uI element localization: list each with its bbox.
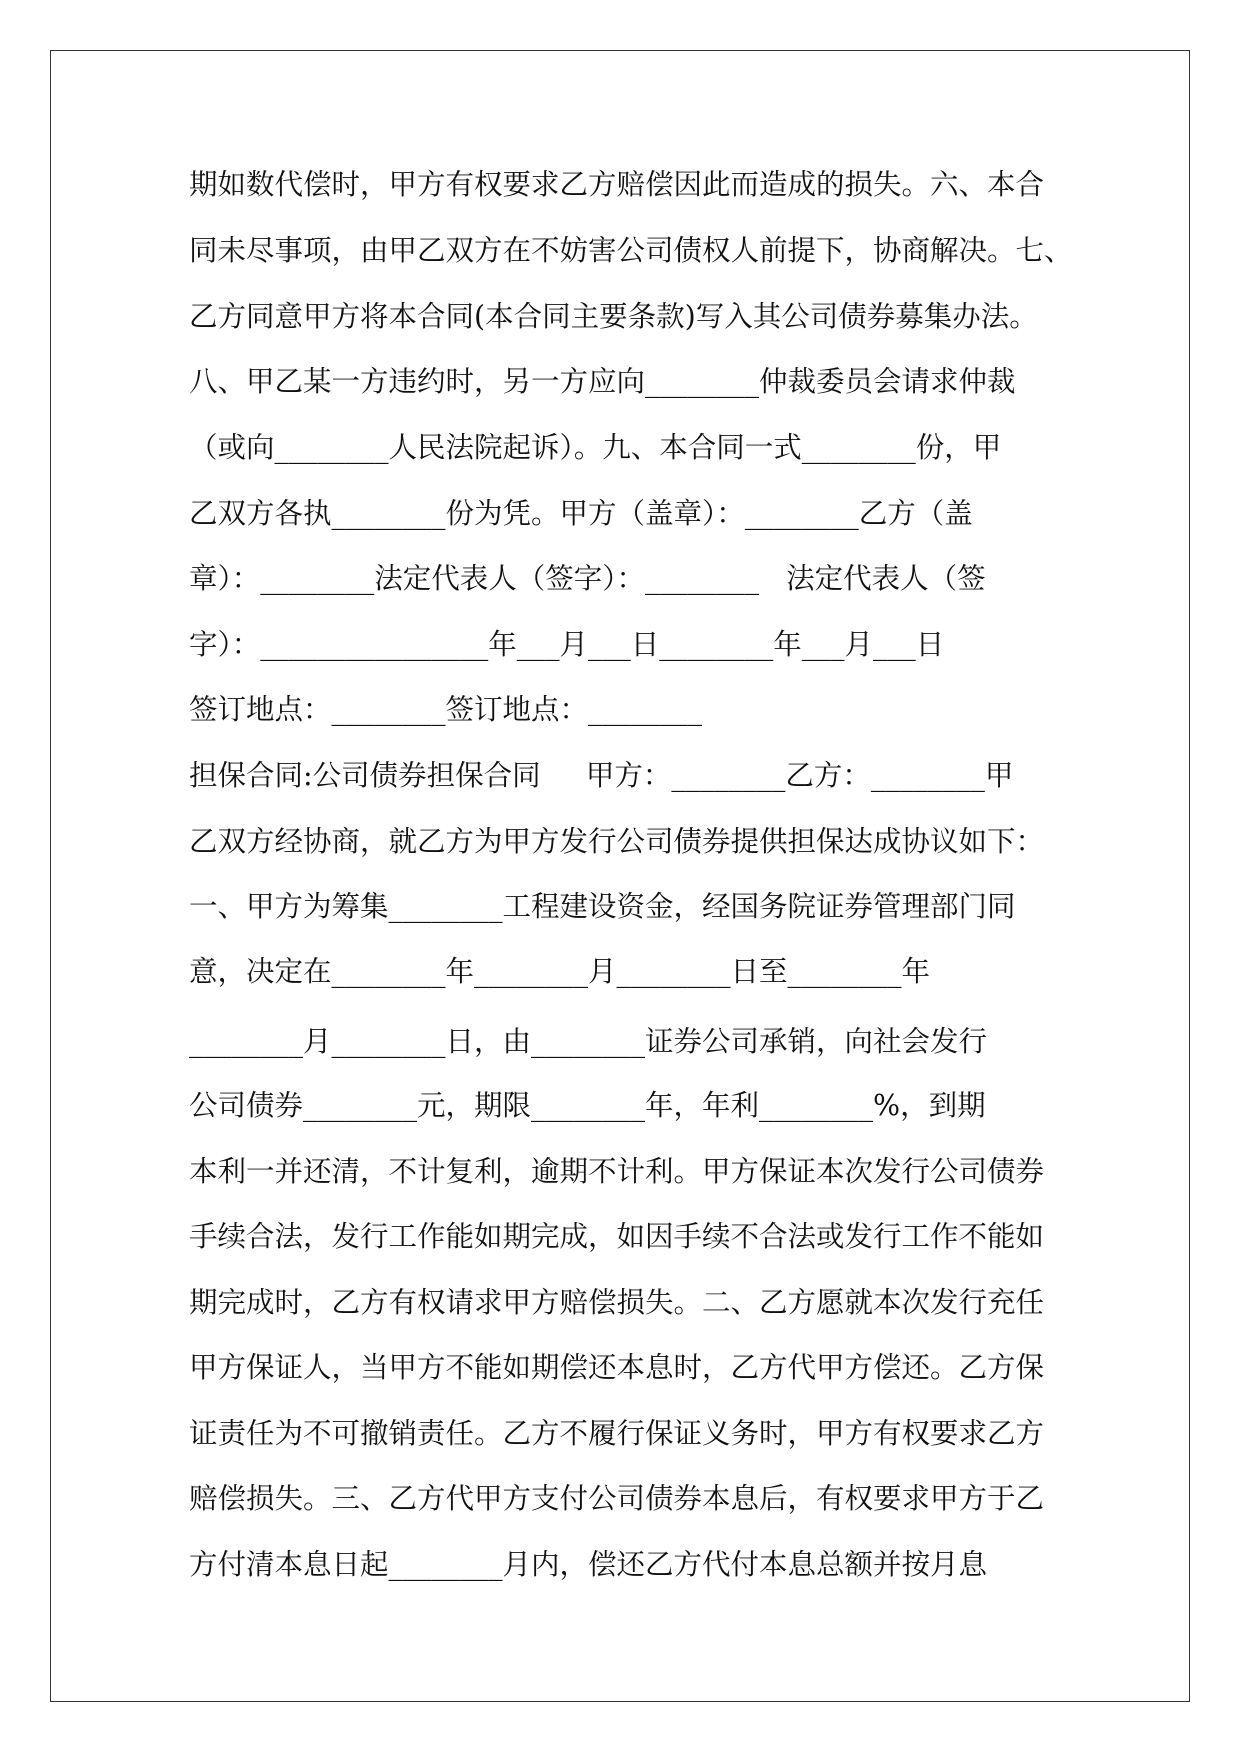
text-line: ________月________日，由________证券公司承销，向社会发行 [189,1025,988,1058]
text-line: 同未尽事项，由甲乙双方在不妨害公司债权人前提下，协商解决。七、 [189,234,1073,267]
text-line: 方付清本息日起________月内，偿还乙方代付本息总额并按月息 [189,1548,988,1581]
text-line: 乙双方各执________份为凭。甲方（盖章）：________乙方（盖 [189,497,973,530]
text-line: 担保合同:公司债券担保合同 甲方：________乙方：________甲 [189,759,1014,792]
text-line: 乙双方经协商，就乙方为甲方发行公司债券提供担保达成协议如下： [189,825,1045,858]
text-line: 乙方同意甲方将本合同(本合同主要条款)写入其公司债券募集办法。 [189,300,1038,333]
text-line: 签订地点：________签订地点：________ [189,693,703,726]
text-line: 章）：________法定代表人（签字）：________ 法定代表人（签 [189,562,986,595]
text-line: 赔偿损失。三、乙方代甲方支付公司债券本息后，有权要求甲方于乙 [189,1482,1045,1515]
text-line: （或向________人民法院起诉）。九、本合同一式________份，甲 [189,431,1002,464]
text-line: 甲方保证人，当甲方不能如期偿还本息时，乙方代甲方偿还。乙方保 [189,1351,1045,1384]
text-line: 字）：________________年___月___日________年___月___日 [189,628,945,661]
text-line: 一、甲方为筹集________工程建设资金，经国务院证券管理部门同 [189,890,1016,923]
text-line: 意，决定在________年________月________日至________年 [189,955,931,988]
text-line: 公司债券________元，期限________年，年利________%，到期 [189,1089,986,1122]
text-line: 证责任为不可撤销责任。乙方不履行保证义务时，甲方有权要求乙方 [189,1417,1045,1450]
text-line: 本利一并还清，不计复利，逾期不计利。甲方保证本次发行公司债券 [189,1155,1045,1188]
text-line: 八、甲乙某一方违约时，另一方应向________仲裁委员会请求仲裁 [189,365,1016,398]
text-line: 期如数代偿时，甲方有权要求乙方赔偿因此而造成的损失。六、本合 [189,168,1045,201]
text-line: 期完成时，乙方有权请求甲方赔偿损失。二、乙方愿就本次发行充任 [189,1286,1045,1319]
text-line: 手续合法，发行工作能如期完成，如因手续不合法或发行工作不能如 [189,1220,1045,1253]
